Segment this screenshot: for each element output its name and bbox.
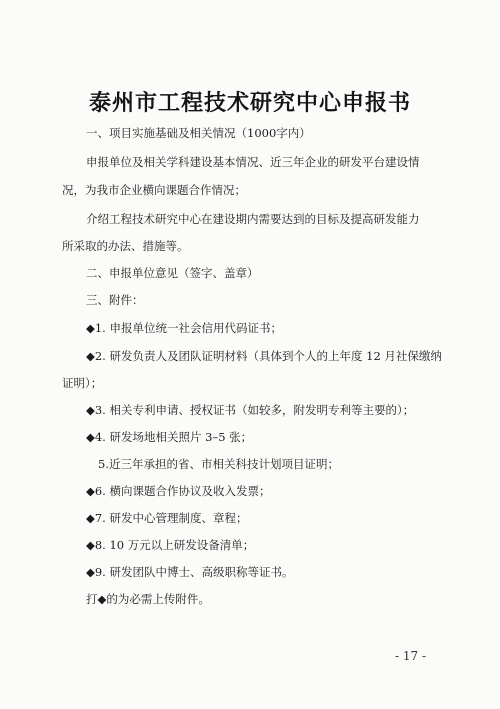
attachment-item: ◆1. 申报单位统一社会信用代码证书；: [86, 321, 282, 335]
attachment-item: ◆2. 研发负责人及团队证明材料（具体到个人的上年度 12 月社保缴纳: [86, 349, 442, 363]
paragraph-line: 况，为我市企业横向课题合作情况；: [62, 183, 246, 197]
section-heading-attachments: 三、附件：: [86, 293, 144, 307]
paragraph-line: 申报单位及相关学科建设基本情况、近三年企业的研发平台建设情: [86, 155, 420, 169]
required-attachment-note: 打◆的为必需上传附件。: [86, 592, 210, 606]
attachment-item: ◆9. 研发团队中博士、高级职称等证书。: [86, 565, 294, 579]
section-heading-unit-opinion: 二、申报单位意见（签字、盖章）: [86, 266, 259, 280]
attachment-item: ◆3. 相关专利申请、授权证书（如较多，附发明专利等主要的）；: [86, 403, 415, 417]
page-number: - 17 -: [394, 649, 426, 663]
document-title: 泰州市工程技术研究中心申报书: [88, 90, 411, 116]
attachment-item-continuation: 证明）；: [62, 376, 103, 390]
paragraph-line: 介绍工程技术研究中心在建设期内需要达到的目标及提高研发能力: [86, 212, 420, 226]
section-heading-project-basis: 一、项目实施基础及相关情况（1000字内）: [86, 126, 311, 140]
attachment-item: ◆6. 横向课题合作协议及收入发票；: [86, 484, 271, 498]
attachment-item: ◆8. 10 万元以上研发设备清单；: [86, 538, 255, 552]
attachment-item: 5.近三年承担的省、市相关科技计划项目证明；: [98, 457, 339, 471]
paragraph-line: 所采取的办法、措施等。: [62, 239, 189, 253]
attachment-item: ◆7. 研发中心管理制度、章程；: [86, 511, 248, 525]
attachment-item: ◆4. 研发场地相关照片 3–5 张；: [86, 430, 253, 444]
